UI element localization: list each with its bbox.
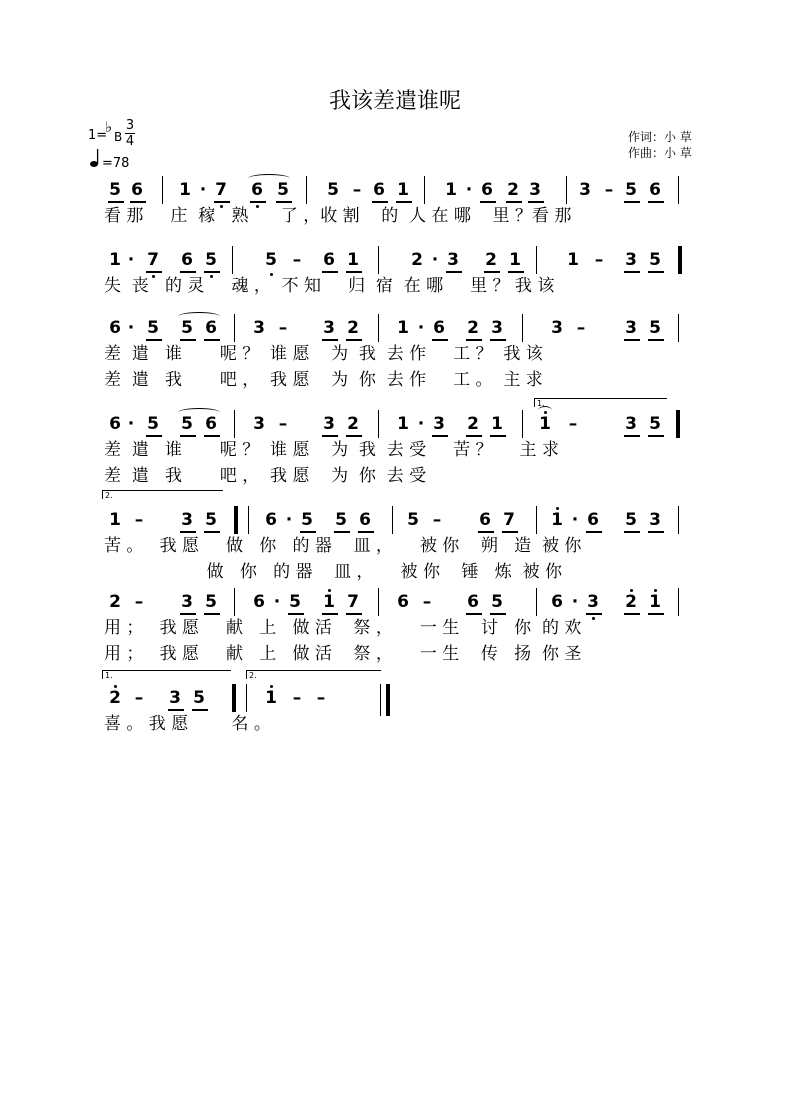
underline <box>146 435 162 437</box>
underline <box>466 339 482 341</box>
note: 5 <box>277 180 289 200</box>
note: 6 <box>251 180 263 200</box>
note: 2 <box>625 592 637 612</box>
note: 5 <box>181 318 193 338</box>
note: 6 <box>587 510 599 530</box>
note: 5 <box>335 510 347 530</box>
underline <box>322 435 338 437</box>
key-signature: 1= <box>88 128 108 143</box>
octave-dot-below <box>592 617 595 620</box>
underline <box>288 613 304 615</box>
underline <box>204 531 220 533</box>
underline <box>648 271 664 273</box>
note: 3 <box>253 318 265 338</box>
underline <box>322 339 338 341</box>
note: 5 <box>147 414 159 434</box>
underline <box>624 339 640 341</box>
note: 7 <box>503 510 515 530</box>
underline <box>146 339 162 341</box>
note: 1 <box>509 250 521 270</box>
note: 6 <box>253 592 265 612</box>
final-bar-thin <box>380 684 381 716</box>
underline <box>180 531 196 533</box>
note: 3 <box>323 414 335 434</box>
note: 3 <box>587 592 599 612</box>
lyric-line-2: 用 ； 我 愿 献 上 做 活 祭 ， 一 生 传 扬 你 圣 <box>104 644 582 664</box>
volta-1: 1. <box>534 398 667 407</box>
composer: 作曲：小 草 <box>628 146 692 160</box>
underline <box>648 201 664 203</box>
note: 3 <box>447 250 459 270</box>
note: 3 <box>625 414 637 434</box>
note: 1 <box>445 180 457 200</box>
note: 1 <box>649 592 661 612</box>
note: 5 <box>625 510 637 530</box>
volta-2: 2. <box>246 670 381 679</box>
note: · <box>273 592 281 612</box>
lyric-line-1: 用 ； 我 愿 献 上 做 活 祭 ， 一 生 讨 你 的 欢 <box>104 618 582 638</box>
underline <box>624 201 640 203</box>
note: 3 <box>625 250 637 270</box>
note: 3 <box>529 180 541 200</box>
underline <box>478 531 494 533</box>
note: 3 <box>433 414 445 434</box>
barline <box>392 506 393 534</box>
note: – <box>134 510 144 530</box>
underline <box>432 435 448 437</box>
underline <box>180 613 196 615</box>
note: 2 <box>109 688 121 708</box>
note: 6 <box>373 180 385 200</box>
note: 1 <box>539 414 551 434</box>
note: 5 <box>205 592 217 612</box>
note: 5 <box>181 414 193 434</box>
note: 7 <box>147 250 159 270</box>
underline <box>276 201 292 203</box>
note: 5 <box>109 180 121 200</box>
note: 2 <box>467 318 479 338</box>
underline <box>648 613 664 615</box>
volta-2: 2. <box>102 490 223 499</box>
note: · <box>199 180 207 200</box>
underline <box>108 201 124 203</box>
octave-dot-above <box>270 685 273 688</box>
barline <box>678 506 679 534</box>
note: 6 <box>181 250 193 270</box>
underline <box>322 271 338 273</box>
octave-dot-above <box>654 589 657 592</box>
underline <box>204 339 220 341</box>
lyric-line-1: 喜 。 我 愿 名 。 <box>104 714 271 734</box>
underline <box>624 531 640 533</box>
underline <box>508 271 524 273</box>
note: 1 <box>567 250 579 270</box>
note: · <box>285 510 293 530</box>
octave-dot-above <box>114 685 117 688</box>
underline <box>648 435 664 437</box>
lyric-line-2: 做 你 的 器 皿 ， 被 你 锤 炼 被 你 <box>104 562 562 582</box>
barline <box>536 588 537 616</box>
note: 6 <box>323 250 335 270</box>
note: 6 <box>467 592 479 612</box>
barline <box>378 410 379 438</box>
underline <box>624 613 640 615</box>
time-bottom: 4 <box>125 134 135 149</box>
underline <box>214 201 230 203</box>
note: 1 <box>179 180 191 200</box>
barline <box>162 176 163 204</box>
note: 3 <box>625 318 637 338</box>
underline <box>204 435 220 437</box>
underline <box>484 271 500 273</box>
lyric-line-1: 差 遣 谁 呢 ？ 谁 愿 为 我 去 作 工 ？ 我 该 <box>104 344 543 364</box>
note: 3 <box>253 414 265 434</box>
underline <box>346 435 362 437</box>
note: 3 <box>181 592 193 612</box>
underline <box>372 201 388 203</box>
note: 6 <box>265 510 277 530</box>
note: 5 <box>327 180 339 200</box>
underline <box>346 613 362 615</box>
barline <box>234 314 235 342</box>
note: · <box>571 510 579 530</box>
barline <box>566 176 567 204</box>
note: 1 <box>347 250 359 270</box>
note: 2 <box>347 318 359 338</box>
underline <box>502 531 518 533</box>
final-bar <box>386 684 390 716</box>
note: 1 <box>397 414 409 434</box>
underline <box>432 339 448 341</box>
underline <box>146 271 162 273</box>
barline <box>522 314 523 342</box>
note: 6 <box>649 180 661 200</box>
underline <box>466 613 482 615</box>
repeat-start <box>234 506 238 534</box>
note: 5 <box>649 318 661 338</box>
tie <box>178 408 220 417</box>
note: 6 <box>479 510 491 530</box>
note: 6 <box>551 592 563 612</box>
barline <box>536 506 537 534</box>
repeat-end <box>676 410 680 438</box>
repeat-end <box>232 684 236 712</box>
underline <box>322 613 338 615</box>
note: 1 <box>109 510 121 530</box>
barline <box>536 246 537 274</box>
note: 3 <box>323 318 335 338</box>
note: 5 <box>289 592 301 612</box>
note: – <box>278 414 288 434</box>
underline <box>648 339 664 341</box>
note: 3 <box>551 318 563 338</box>
note: 5 <box>625 180 637 200</box>
underline <box>300 531 316 533</box>
note: 1 <box>491 414 503 434</box>
note: 3 <box>181 510 193 530</box>
underline <box>180 271 196 273</box>
underline <box>358 531 374 533</box>
note: 3 <box>491 318 503 338</box>
barline <box>378 588 379 616</box>
note: – <box>134 688 144 708</box>
octave-dot-above <box>556 507 559 510</box>
lyric-line-2: 差 遣 我 吧 ， 我 愿 为 你 去 受 <box>104 466 427 486</box>
barline <box>378 246 379 274</box>
note: 6 <box>359 510 371 530</box>
barline <box>234 588 235 616</box>
note: – <box>292 688 302 708</box>
note: 3 <box>649 510 661 530</box>
barline <box>378 314 379 342</box>
note: 5 <box>193 688 205 708</box>
tie <box>248 174 290 183</box>
note: 2 <box>485 250 497 270</box>
note: – <box>576 318 586 338</box>
note: 5 <box>649 250 661 270</box>
note: – <box>594 250 604 270</box>
lyric-line-1: 苦 。 我 愿 做 你 的 器 皿 ， 被 你 朔 造 被 你 <box>104 536 582 556</box>
note: 1 <box>265 688 277 708</box>
underline <box>250 201 266 203</box>
note: 5 <box>205 510 217 530</box>
note: – <box>278 318 288 338</box>
underline <box>204 613 220 615</box>
note: 2 <box>507 180 519 200</box>
note: 6 <box>131 180 143 200</box>
note: 3 <box>169 688 181 708</box>
note: 3 <box>579 180 591 200</box>
lyric-line-1: 看 那 庄 稼 熟 了 ，收 割 的 人 在 哪 里 ？看 那 <box>104 206 572 226</box>
note: 5 <box>301 510 313 530</box>
octave-dot-above <box>630 589 633 592</box>
tie <box>538 406 552 415</box>
flat-symbol: ♭ <box>105 118 113 136</box>
note: 5 <box>147 318 159 338</box>
repeat-start <box>678 246 682 274</box>
barline <box>246 684 247 712</box>
barline <box>306 176 307 204</box>
note: – <box>352 180 362 200</box>
note: 5 <box>205 250 217 270</box>
underline <box>586 531 602 533</box>
octave-dot-above <box>328 589 331 592</box>
note: · <box>127 250 135 270</box>
note: 1 <box>397 318 409 338</box>
barline <box>248 506 249 534</box>
barline <box>678 314 679 342</box>
tempo: =78 <box>102 156 130 171</box>
underline <box>192 709 208 711</box>
note: – <box>292 250 302 270</box>
barline <box>678 176 679 204</box>
lyric-line-1: 失 丧 的 灵 魂 ， 不 知 归 宿 在 哪 里 ？ 我 该 <box>104 276 555 296</box>
barline <box>522 410 523 438</box>
note: 5 <box>649 414 661 434</box>
barline <box>424 176 425 204</box>
underline <box>466 435 482 437</box>
note: 2 <box>347 414 359 434</box>
note: · <box>571 592 579 612</box>
note: 1 <box>397 180 409 200</box>
underline <box>624 271 640 273</box>
lyric-line-1: 差 遣 谁 呢 ？ 谁 愿 为 我 去 受 苦 ？ 主 求 <box>104 440 559 460</box>
key-note: B <box>114 130 123 144</box>
time-top: 3 <box>125 118 135 133</box>
underline <box>180 339 196 341</box>
underline <box>490 339 506 341</box>
note: · <box>431 250 439 270</box>
note: – <box>604 180 614 200</box>
note: 5 <box>491 592 503 612</box>
song-title: 我该差遣谁呢 <box>328 89 461 114</box>
note: 6 <box>481 180 493 200</box>
note: – <box>568 414 578 434</box>
volta-1: 1. <box>102 670 231 679</box>
note: 1 <box>109 250 121 270</box>
note: 6 <box>109 318 121 338</box>
note: 2 <box>467 414 479 434</box>
underline <box>446 271 462 273</box>
underline <box>528 201 544 203</box>
underline <box>346 339 362 341</box>
underline <box>334 531 350 533</box>
note: 7 <box>215 180 227 200</box>
note: 6 <box>397 592 409 612</box>
note: · <box>465 180 473 200</box>
note: 2 <box>411 250 423 270</box>
barline <box>232 246 233 274</box>
underline <box>586 613 602 615</box>
underline <box>624 435 640 437</box>
note: 5 <box>407 510 419 530</box>
note: 6 <box>205 318 217 338</box>
underline <box>204 271 220 273</box>
lyricist: 作词：小 草 <box>628 130 692 144</box>
underline <box>130 201 146 203</box>
underline <box>506 201 522 203</box>
note: 2 <box>109 592 121 612</box>
underline <box>648 531 664 533</box>
note: 1 <box>323 592 335 612</box>
underline <box>490 613 506 615</box>
underline <box>480 201 496 203</box>
underline <box>180 435 196 437</box>
underline <box>168 709 184 711</box>
note: 5 <box>265 250 277 270</box>
note: – <box>432 510 442 530</box>
note: 6 <box>109 414 121 434</box>
note: 6 <box>433 318 445 338</box>
tie <box>178 312 220 321</box>
note: · <box>127 414 135 434</box>
note: · <box>417 414 425 434</box>
time-signature <box>124 118 136 149</box>
note: – <box>316 688 326 708</box>
lyric-line-2: 差 遣 我 吧 ， 我 愿 为 你 去 作 工 。 主 求 <box>104 370 543 390</box>
note: · <box>417 318 425 338</box>
note: 7 <box>347 592 359 612</box>
note: – <box>134 592 144 612</box>
note: – <box>422 592 432 612</box>
note: 6 <box>205 414 217 434</box>
underline <box>396 201 412 203</box>
note: · <box>127 318 135 338</box>
underline <box>490 435 506 437</box>
quarter-note-icon <box>89 148 102 168</box>
barline <box>678 588 679 616</box>
note: 1 <box>551 510 563 530</box>
underline <box>346 271 362 273</box>
barline <box>234 410 235 438</box>
